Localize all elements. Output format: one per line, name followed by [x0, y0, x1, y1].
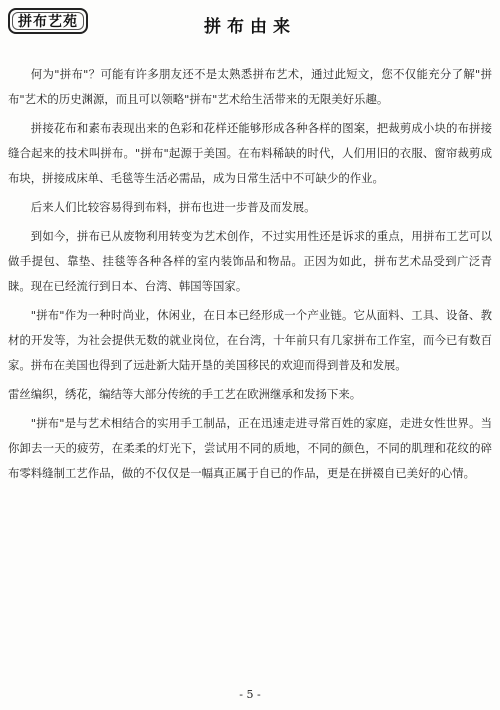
page-number: - 5 - — [239, 688, 261, 701]
paragraph-2: 拼接花布和素布表现出来的色彩和花样还能够形成各种各样的图案，把裁剪成小块的布拼接缝合起来的技术叫拼布。"拼布"起源于美国。在布料稀缺的时代，人们用旧的衣服、窗帘裁剪成布块，拼接成床单、毛毯等生活必需品，成为日常生活中不可缺少的作业。 — [8, 121, 492, 185]
paragraph-1: 何为"拼布"？可能有许多朋友还不是太熟悉拼布艺术，通过此短文，您不仅能充分了解"拼布"艺术的历史渊源，而且可以领略"拼布"艺术给生活带来的无限美好乐趣。 — [8, 67, 492, 106]
badge-label: 拼布艺苑 — [18, 14, 78, 30]
paragraph-7: "拼布"是与艺术相结合的实用手工制品，正在迅速走进寻常百姓的家庭，走进女性世界。当你卸去一天的疲劳，在柔柔的灯光下，尝试用不同的质地，不同的颜色，不同的肌理和花纹的碎布零料缝制工艺作品，做的不仅仅是一幅真正属于自已的作品，更是在拼裰自已美好的心情。 — [8, 416, 492, 480]
article-body — [8, 62, 492, 490]
page-title: 拼布由来 — [204, 17, 296, 37]
paragraph-5: "拼布"作为一种时尚业，休闲业，在日本已经形成一个产业链。它从面料、工具、设备、教材的开发等，为社会提供无数的就业岗位，在台湾，十年前只有几家拼布工作室，而今已有数百家。拼布在美国也得到了远赴新大陆开垦的美国移民的欢迎而得到普及和发展。 — [8, 308, 492, 372]
paragraph-3: 后来人们比较容易得到布料，拼布也进一步普及而发展。 — [30, 200, 316, 214]
paragraph-6: 雷丝编织，绣花，编结等大部分传统的手工艺在欧洲继承和发扬下来。 — [8, 387, 362, 401]
paragraph-4: 到如今，拼布已从废物利用转变为艺术创作，不过实用性还是诉求的重点，用拼布工艺可以做手提包、靠垫、挂毯等各种各样的室内装饰品和物品。正因为如此，拼布艺术品受到广泛青睐。现在已经流行到日本、台湾、韩国等国家。 — [8, 229, 492, 293]
